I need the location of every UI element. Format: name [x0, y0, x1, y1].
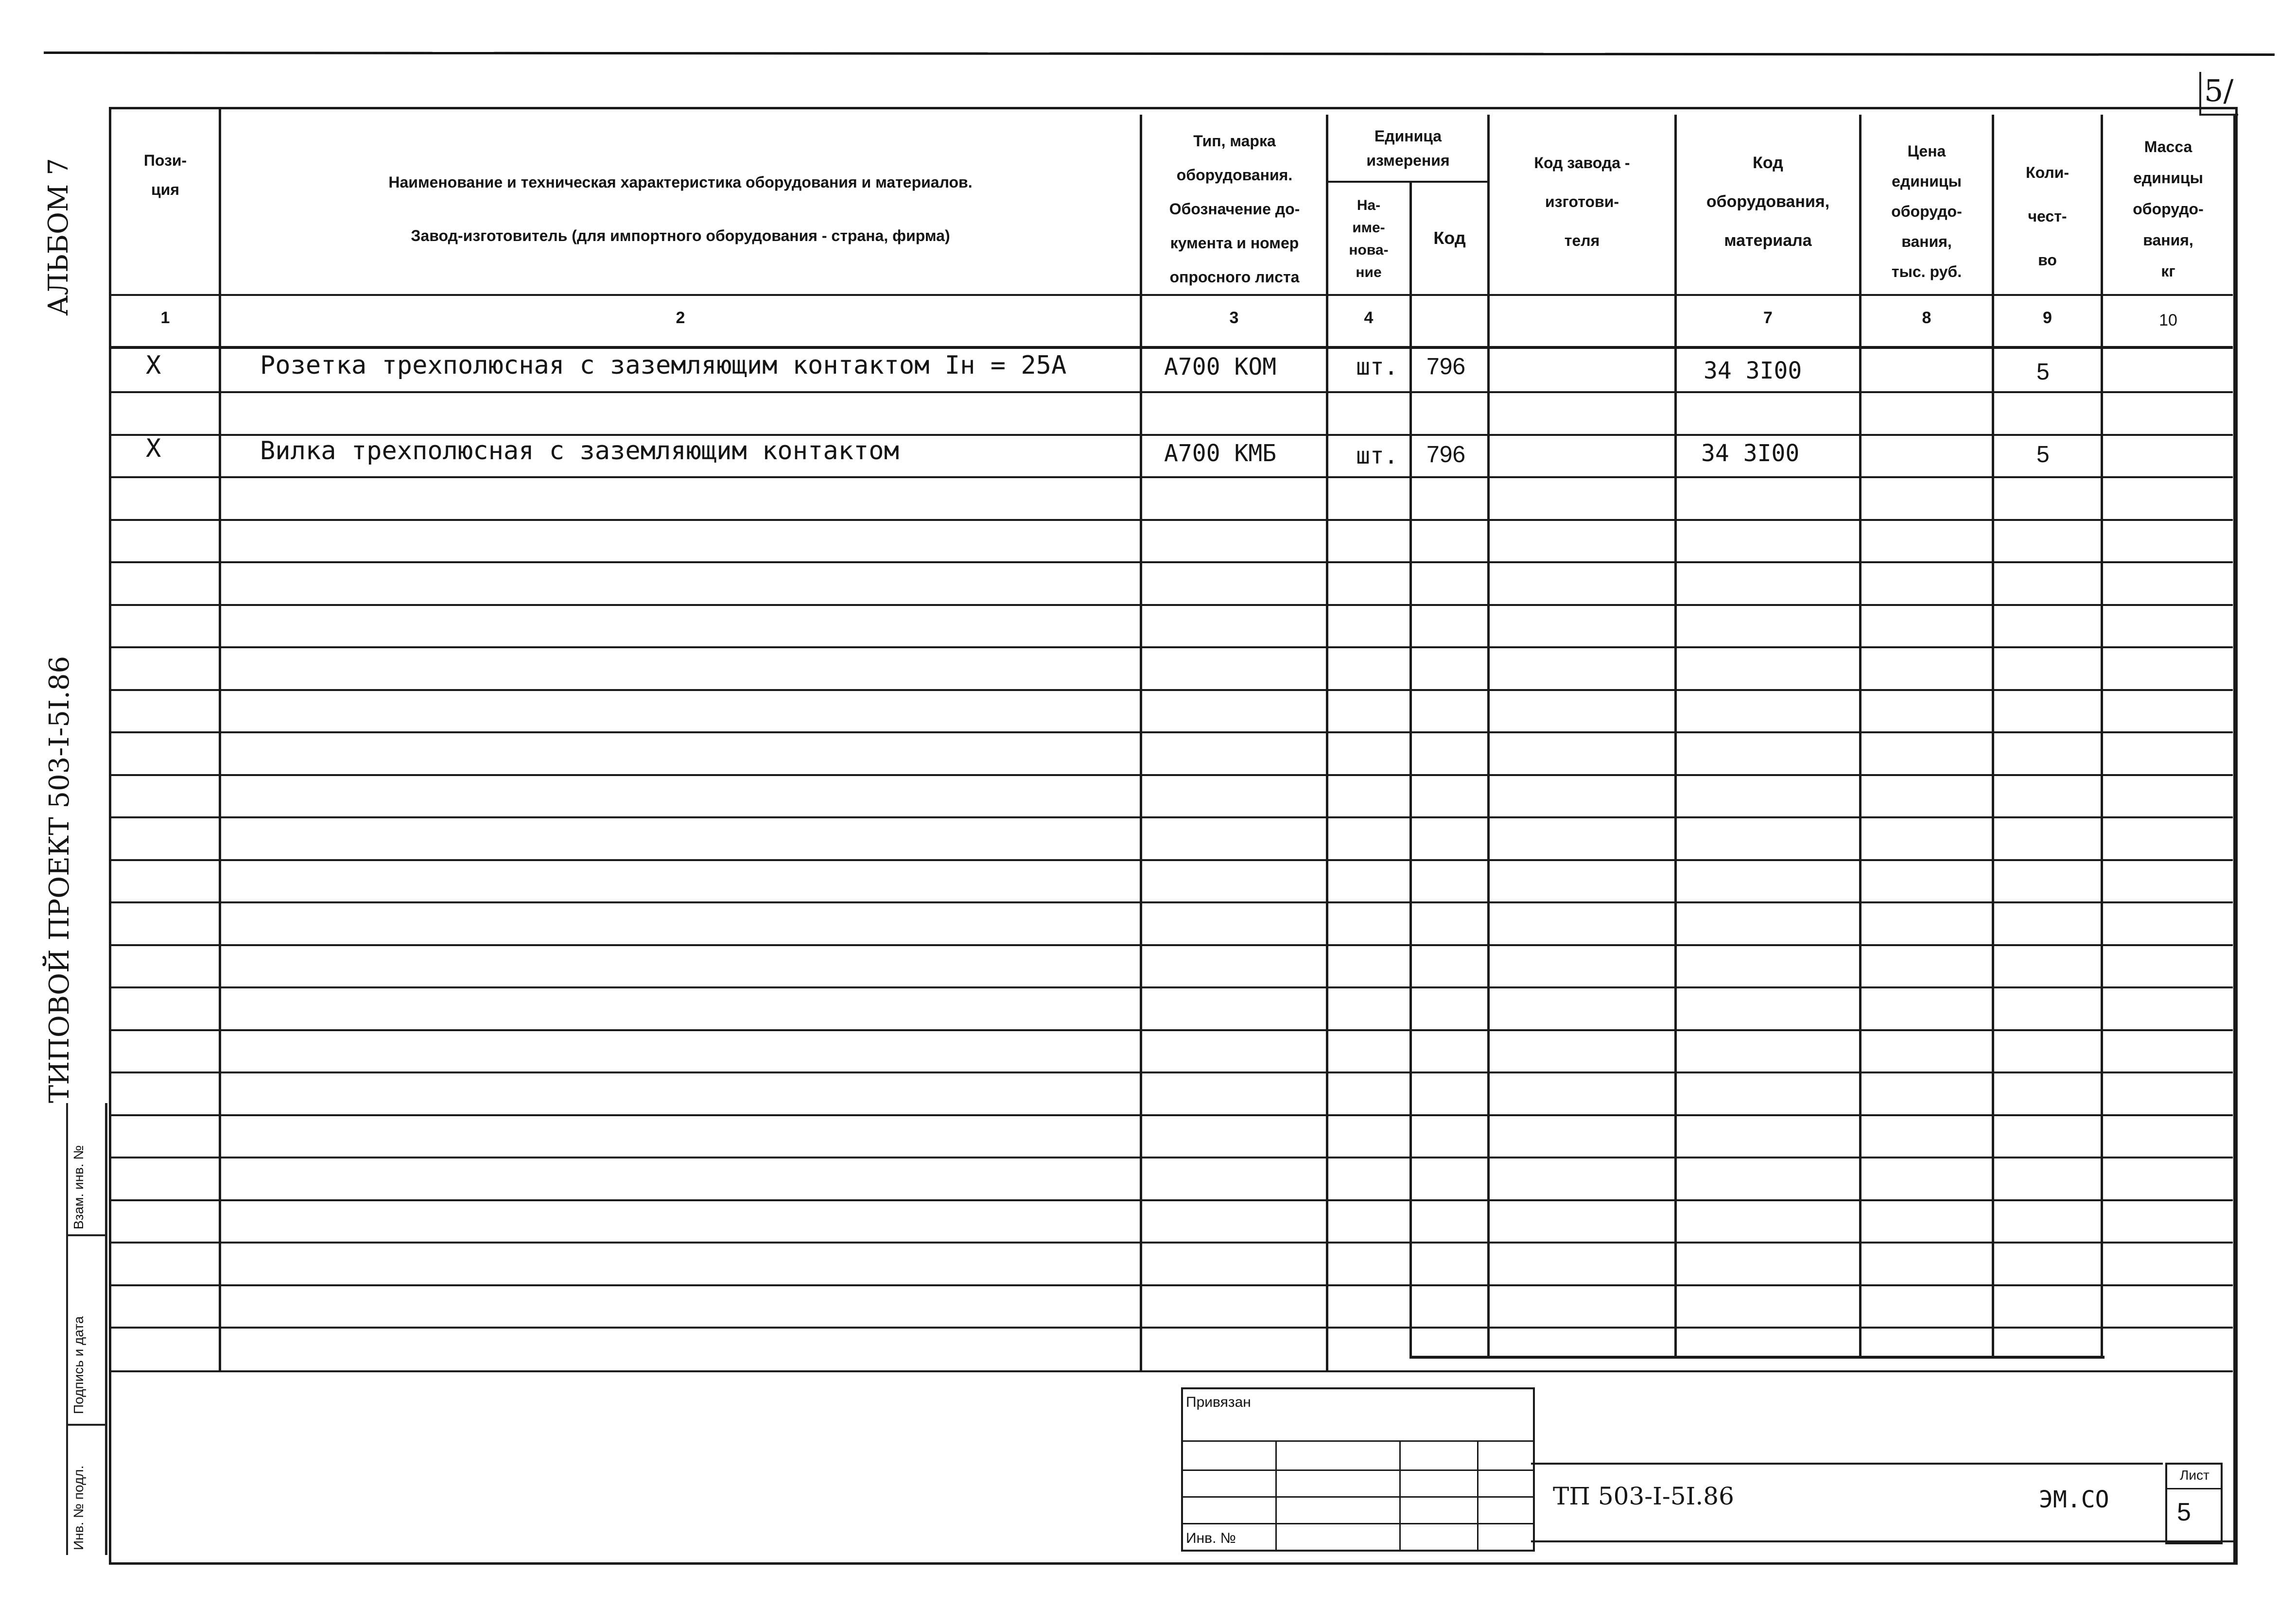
colnum-10: 10	[2159, 311, 2177, 329]
col-sep	[2101, 115, 2103, 1357]
row-line	[109, 1327, 2233, 1329]
header-price-line2: единицы	[1892, 173, 1962, 190]
header-equipment-code-line2: оборудования,	[1706, 192, 1830, 211]
stamp-divider	[68, 1234, 105, 1236]
row-2-type: А700 КМБ	[1164, 440, 1277, 467]
attached-divider	[1183, 1523, 1533, 1524]
header-mass	[2103, 131, 2233, 287]
row-line	[109, 519, 2233, 521]
colnum-9: 9	[2043, 309, 2052, 327]
inventory-label: Инв. №	[1186, 1530, 1236, 1546]
col-sep	[1992, 115, 1994, 1357]
attached-vdivider	[1275, 1440, 1277, 1550]
row-line	[109, 944, 2233, 946]
document-code: ТП 503-I-5I.86	[1553, 1482, 1734, 1510]
col-sep	[2233, 115, 2236, 1563]
row-2-position: X	[146, 434, 161, 463]
header-quantity	[1994, 151, 2101, 282]
table-bottom-line	[109, 1370, 2233, 1372]
row-1-position: X	[146, 351, 161, 380]
colnum-4: 4	[1364, 309, 1374, 327]
colnum-7: 7	[1763, 309, 1773, 327]
page-number: 5/	[2204, 73, 2234, 108]
row-line	[109, 1114, 2233, 1116]
colnum-1: 1	[160, 309, 170, 327]
colnum-8: 8	[1922, 309, 1931, 327]
header-unit-name-line4: ние	[1356, 264, 1382, 280]
col-sep	[1409, 181, 1412, 1357]
header-name-line1: Наименование и техническая характеристика оборудования и материалов.	[388, 173, 973, 191]
row-1-equipment-code: 34 3I00	[1704, 357, 1802, 384]
attached-vdivider	[1399, 1440, 1401, 1550]
attached-divider	[1183, 1469, 1533, 1471]
row-line	[109, 1242, 2233, 1244]
sheet-label: Лист	[2180, 1468, 2209, 1483]
col-sep	[1326, 115, 1328, 1370]
col-sep	[1859, 115, 1861, 1357]
header-factory-code-line3: теля	[1564, 232, 1600, 249]
row-2-name: Вилка трехполюсная с заземляющим контактом	[260, 436, 899, 466]
data-bottom-line	[1409, 1356, 2105, 1359]
row-line	[109, 1071, 2233, 1073]
header-factory-code-line2: изготови-	[1545, 193, 1619, 210]
header-mass-line3: оборудо-	[2133, 200, 2204, 218]
row-line	[109, 859, 2233, 861]
row-2-equipment-code: 34 3I00	[1701, 440, 1800, 467]
header-bottom-line	[109, 294, 2233, 296]
header-mass-line2: единицы	[2133, 169, 2203, 187]
colnum-2: 2	[676, 309, 685, 327]
top-frame-line	[44, 52, 2275, 56]
row-line	[109, 1284, 2233, 1286]
header-type-line1: Тип, марка	[1193, 132, 1276, 150]
header-name-line2: Завод-изготовитель (для импортного оборудования - страна, фирма)	[411, 227, 950, 244]
row-1-unit: шт.	[1356, 353, 1398, 380]
row-2-quantity: 5	[2036, 442, 2050, 467]
header-unit-name-line2: име-	[1352, 220, 1385, 236]
row-line	[109, 391, 2233, 393]
colnum-bottom-line	[109, 346, 2233, 349]
col-sep	[219, 107, 221, 1370]
title-bottom-line	[1531, 1540, 2233, 1542]
col-sep	[1140, 115, 1142, 1370]
row-line	[109, 731, 2233, 733]
header-price-line3: оборудо-	[1891, 203, 1962, 220]
unit-split-line	[1328, 181, 1488, 183]
header-unit-code: Код	[1433, 228, 1466, 248]
sheet-number: 5	[2177, 1498, 2191, 1526]
header-type	[1142, 124, 1327, 294]
header-price-line4: вания,	[1901, 233, 1952, 250]
header-mass-line1: Масса	[2144, 138, 2192, 156]
header-mass-line5: кг	[2161, 262, 2175, 280]
row-line	[109, 646, 2233, 648]
header-position-line1: Пози-	[143, 152, 187, 169]
stamp-label-inventory: Инв. № подл.	[71, 1465, 86, 1550]
header-equipment-code	[1677, 143, 1859, 260]
header-price-line1: Цена	[1907, 142, 1946, 160]
header-unit-name	[1328, 194, 1409, 284]
header-equipment-code-line1: Код	[1753, 154, 1783, 172]
row-1-unit-code: 796	[1426, 354, 1466, 380]
stamp-label-replaced: Взам. инв. №	[71, 1145, 86, 1229]
album-label: АЛЬБОМ 7	[43, 158, 74, 316]
header-quantity-line2: чест-	[2028, 207, 2067, 225]
header-name	[224, 156, 1137, 262]
header-type-line4: кумента и номер	[1170, 234, 1299, 252]
row-line	[109, 561, 2233, 563]
row-line	[109, 476, 2233, 478]
sheet-divider	[2167, 1488, 2221, 1489]
header-type-line5: опросного листа	[1169, 268, 1300, 286]
stamp-divider	[68, 1424, 105, 1426]
attached-vdivider	[1477, 1440, 1478, 1550]
attached-divider	[1183, 1496, 1533, 1498]
col-sep	[1674, 115, 1677, 1357]
row-line	[109, 1199, 2233, 1201]
sheet-box	[2165, 1463, 2223, 1544]
attached-divider	[1183, 1440, 1533, 1442]
header-position-line2: ция	[151, 181, 179, 198]
row-line	[109, 604, 2233, 606]
row-line	[109, 986, 2233, 988]
row-line	[109, 689, 2233, 691]
header-equipment-code-line3: материала	[1724, 231, 1812, 250]
row-line	[109, 816, 2233, 818]
row-line	[109, 901, 2233, 903]
header-unit-line1: Единица	[1374, 127, 1442, 145]
row-2-unit-code: 796	[1426, 442, 1466, 467]
row-1-quantity: 5	[2036, 359, 2050, 385]
header-factory-code	[1490, 143, 1674, 260]
row-line	[109, 1157, 2233, 1158]
row-1-type: А700 КОМ	[1164, 353, 1277, 380]
row-1-name: Розетка трехполюсная с заземляющим контактом Iн = 25А	[260, 351, 1067, 380]
header-position	[112, 146, 219, 204]
header-unit-name-line3: нова-	[1349, 242, 1389, 258]
header-type-line3: Обозначение до-	[1169, 200, 1300, 218]
row-2-unit: шт.	[1356, 442, 1398, 469]
colnum-3: 3	[1229, 309, 1239, 327]
header-unit-name-line1: На-	[1357, 197, 1381, 213]
header-mass-line4: вания,	[2143, 231, 2193, 249]
header-factory-code-line1: Код завода -	[1534, 154, 1630, 172]
header-price	[1861, 136, 1992, 287]
header-unit-line2: измерения	[1366, 152, 1450, 169]
title-line	[1531, 1463, 2163, 1465]
stamp-label-signature: Подпись и дата	[71, 1316, 86, 1414]
header-type-line2: оборудования.	[1176, 166, 1293, 184]
left-stamp-strip	[66, 1103, 107, 1555]
header-price-line5: тыс. руб.	[1891, 263, 1962, 280]
row-line	[109, 1029, 2233, 1031]
header-quantity-line3: во	[2038, 251, 2057, 269]
header-quantity-line1: Коли-	[2026, 164, 2069, 181]
row-line	[109, 774, 2233, 776]
attached-label: Привязан	[1186, 1394, 1251, 1410]
row-line	[109, 434, 2233, 436]
header-unit	[1328, 124, 1488, 173]
section-code: ЭМ.СО	[2039, 1486, 2109, 1513]
project-label: ТИПОВОЙ ПРОЕКТ 503-I-5I.86	[44, 656, 75, 1103]
attached-block	[1181, 1387, 1535, 1552]
col-sep	[1487, 115, 1490, 1357]
